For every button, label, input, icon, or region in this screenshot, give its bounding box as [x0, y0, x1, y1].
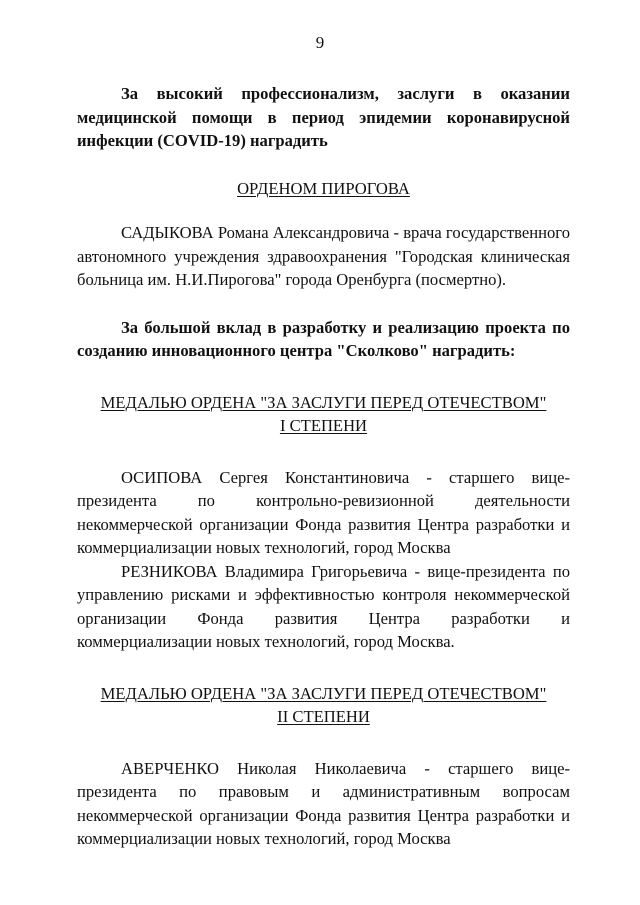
page-number: 9 — [315, 33, 325, 52]
document-body — [77, 82, 570, 851]
medal-heading-second-degree-line1: МЕДАЛЬЮ ОРДЕНА "ЗА ЗАСЛУГИ ПЕРЕД ОТЕЧЕСТВОМ" — [100, 683, 547, 703]
intro-paragraph-skolkovo: За большой вклад в разработку и реализацию проекта по созданию инновационного центра "Сколково" наградить: — [77, 317, 570, 360]
order-pirogov-heading: ОРДЕНОМ ПИРОГОВА — [237, 178, 410, 198]
award-paragraph-osipov: ОСИПОВА Сергея Константиновича - старшего вице-президента по контрольно-ревизионной деятельности некоммерческой организации Фонда развития Центра разработки и коммерциализации новых технологий, город Москва — [77, 467, 570, 557]
award-paragraph-averchenko: АВЕРЧЕНКО Николая Николаевича - старшего вице-президента по правовым и административным вопросам некоммерческой организации Фонда развития Центра разработки и коммерциализации новых технологий, город Москва — [77, 758, 570, 848]
award-paragraph-sadykov: САДЫКОВА Романа Александровича - врача государственного автономного учреждения здравоохранения "Городская клиническая больница им. Н.И.Пирогова" города Оренбурга (посмертно). — [77, 223, 570, 289]
award-paragraph-reznikov: РЕЗНИКОВА Владимира Григорьевича - вице-президента по управлению рисками и эффективностью контроля некоммерческой организации Фонда развития Центра разработки и коммерциализации новых технологий, город Москва. — [77, 561, 570, 651]
medal-heading-first-degree-line2: I СТЕПЕНИ — [279, 416, 368, 435]
intro-paragraph-covid: За высокий профессионализм, заслуги в оказании медицинской помощи в период эпидемии коронавирусной инфекции (COVID-19) наградить — [77, 84, 570, 150]
medal-heading-second-degree-line2: II СТЕПЕНИ — [277, 707, 370, 726]
medal-heading-first-degree-line1: МЕДАЛЬЮ ОРДЕНА "ЗА ЗАСЛУГИ ПЕРЕД ОТЕЧЕСТВОМ" — [100, 392, 547, 412]
